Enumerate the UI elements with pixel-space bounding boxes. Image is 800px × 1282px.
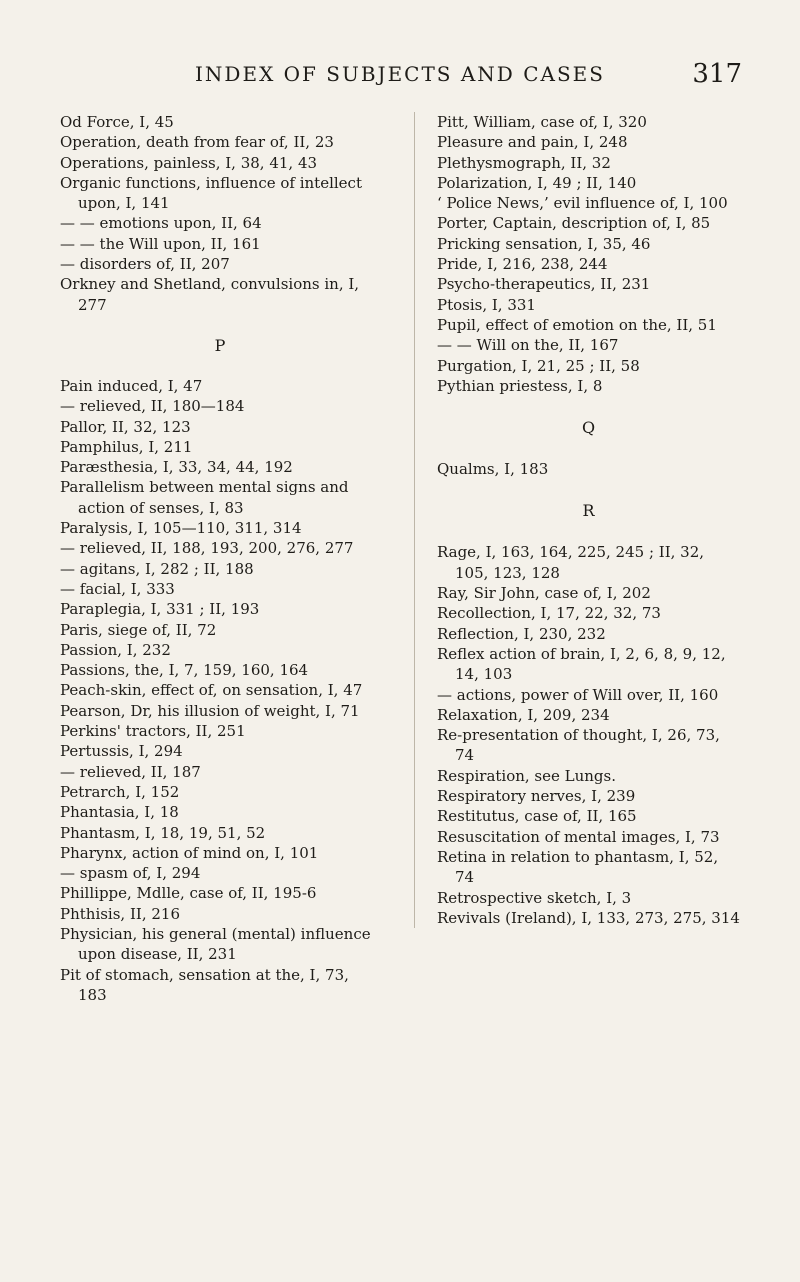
index-entry: Pitt, William, case of, I, 320 xyxy=(437,113,647,131)
index-entry: Pleasure and pain, I, 248 xyxy=(437,133,628,152)
index-entry: Phillippe, Mdlle, case of, II, 195-6 xyxy=(60,884,317,903)
index-entry: Pearson, Dr, his illusion of weight, I, 71 xyxy=(60,701,360,720)
index-entry: Respiratory nerves, I, 239 xyxy=(437,787,636,806)
index-entry: Recollection, I, 17, 22, 32, 73 xyxy=(437,604,661,623)
index-entry: Reflection, I, 230, 232 xyxy=(437,624,606,643)
index-entry: — facial, I, 333 xyxy=(60,579,175,598)
index-entry: Plethysmograph, II, 32 xyxy=(437,153,611,172)
index-entry: — — the Will upon, II, 161 xyxy=(60,234,261,253)
page-number: 317 xyxy=(692,59,742,89)
index-entry: ‘ Police News,’ evil influence of, I, 100 xyxy=(437,194,728,213)
index-entry: Pit of stomach, sensation at the, I, 73, 183 xyxy=(60,965,349,1004)
index-entry: Restitutus, case of, II, 165 xyxy=(437,807,637,826)
index-entry: — — emotions upon, II, 64 xyxy=(60,214,262,233)
index-entry: Peach-skin, effect of, on sensation, I, 47 xyxy=(60,681,363,700)
right-block-p xyxy=(437,112,740,396)
index-entry: Phthisis, II, 216 xyxy=(60,904,180,923)
index-entry: Pharynx, action of mind on, I, 101 xyxy=(60,843,319,862)
index-entry: Paræsthesia, I, 33, 34, 44, 192 xyxy=(60,458,293,477)
index-entry: Pupil, effect of emotion on the, II, 51 xyxy=(437,315,717,334)
index-entry: Porter, Captain, description of, I, 85 xyxy=(437,214,711,233)
header-title: INDEX OF SUBJECTS AND CASES xyxy=(195,62,605,86)
index-entry: Qualms, I, 183 xyxy=(437,460,549,479)
index-entry: — spasm of, I, 294 xyxy=(60,864,201,883)
index-entry: — agitans, I, 282 ; II, 188 xyxy=(60,559,254,578)
index-entry: Pallor, II, 32, 123 xyxy=(60,417,191,436)
index-entry: Revivals (Ireland), I, 133, 273, 275, 314 xyxy=(437,908,740,927)
index-entry: — — Will on the, II, 167 xyxy=(437,336,619,355)
index-entry: Pain induced, I, 47 xyxy=(60,376,203,395)
right-block-q xyxy=(437,459,740,479)
index-entry: Orkney and Shetland, convulsions in, I, 277 xyxy=(60,275,360,314)
index-entry: Ptosis, I, 331 xyxy=(437,295,536,314)
left-block-o xyxy=(60,112,380,315)
index-entry: Pythian priestess, I, 8 xyxy=(437,376,603,395)
index-entry: Paris, siege of, II, 72 xyxy=(60,620,217,639)
index-entry: Paralysis, I, 105—110, 311, 314 xyxy=(60,519,302,538)
right-column xyxy=(414,112,740,928)
index-entry: — disorders of, II, 207 xyxy=(60,255,230,274)
index-entry: — actions, power of Will over, II, 160 xyxy=(437,685,719,704)
left-column xyxy=(60,112,380,1005)
index-entry: Passion, I, 232 xyxy=(60,640,171,659)
index-entry: Ray, Sir John, case of, I, 202 xyxy=(437,584,651,603)
running-header xyxy=(0,59,800,102)
index-entry: Pamphilus, I, 211 xyxy=(60,437,193,456)
index-entry: Pricking sensation, I, 35, 46 xyxy=(437,234,651,253)
index-entry: Pertussis, I, 294 xyxy=(60,742,183,761)
index-entry: Reflex action of brain, I, 2, 6, 8, 9, 12, 14, 103 xyxy=(437,644,726,684)
index-entry: Organic functions, influence of intellect upon, I, 141 xyxy=(60,173,362,213)
index-entry: Operations, painless, I, 38, 41, 43 xyxy=(60,153,318,172)
left-block-p xyxy=(60,376,380,1005)
index-entry: Physician, his general (mental) influence upon disease, II, 231 xyxy=(60,924,371,964)
index-entry: Od Force, I, 45 xyxy=(60,113,174,131)
index-entry: Retina in relation to phantasm, I, 52, 74 xyxy=(437,847,719,887)
index-entry: Rage, I, 163, 164, 225, 245 ; II, 32, 105, 123, 128 xyxy=(437,543,705,582)
index-entry: Polarization, I, 49 ; II, 140 xyxy=(437,173,637,192)
index-entry: Psycho-therapeutics, II, 231 xyxy=(437,275,651,294)
index-entry: Perkins' tractors, II, 251 xyxy=(60,722,246,741)
index-entry: Relaxation, I, 209, 234 xyxy=(437,705,610,724)
index-entry: Phantasia, I, 18 xyxy=(60,803,179,822)
index-entry: Respiration, see Lungs. xyxy=(437,766,617,785)
section-letter-r: R xyxy=(582,501,595,521)
section-letter-p: P xyxy=(214,335,226,355)
right-block-r xyxy=(437,542,740,928)
index-entry: — relieved, II, 187 xyxy=(60,762,201,781)
index-entry: Passions, the, I, 7, 159, 160, 164 xyxy=(60,661,309,680)
index-entry: Re-presentation of thought, I, 26, 73, 74 xyxy=(437,726,720,765)
index-entry: Phantasm, I, 18, 19, 51, 52 xyxy=(60,823,266,842)
index-entry: Retrospective sketch, I, 3 xyxy=(437,888,632,907)
index-entry: Operation, death from fear of, II, 23 xyxy=(60,133,334,152)
index-entry: Pride, I, 216, 238, 244 xyxy=(437,255,608,274)
index-entry: Parallelism between mental signs and action of senses, I, 83 xyxy=(60,478,349,517)
index-entry: Petrarch, I, 152 xyxy=(60,782,180,801)
index-entry: Purgation, I, 21, 25 ; II, 58 xyxy=(437,356,640,375)
section-letter-q: Q xyxy=(581,418,596,438)
index-entry: — relieved, II, 188, 193, 200, 276, 277 xyxy=(60,539,354,558)
index-entry: Resuscitation of mental images, I, 73 xyxy=(437,827,720,846)
index-entry: Paraplegia, I, 331 ; II, 193 xyxy=(60,600,260,619)
index-entry: — relieved, II, 180—184 xyxy=(60,397,245,416)
